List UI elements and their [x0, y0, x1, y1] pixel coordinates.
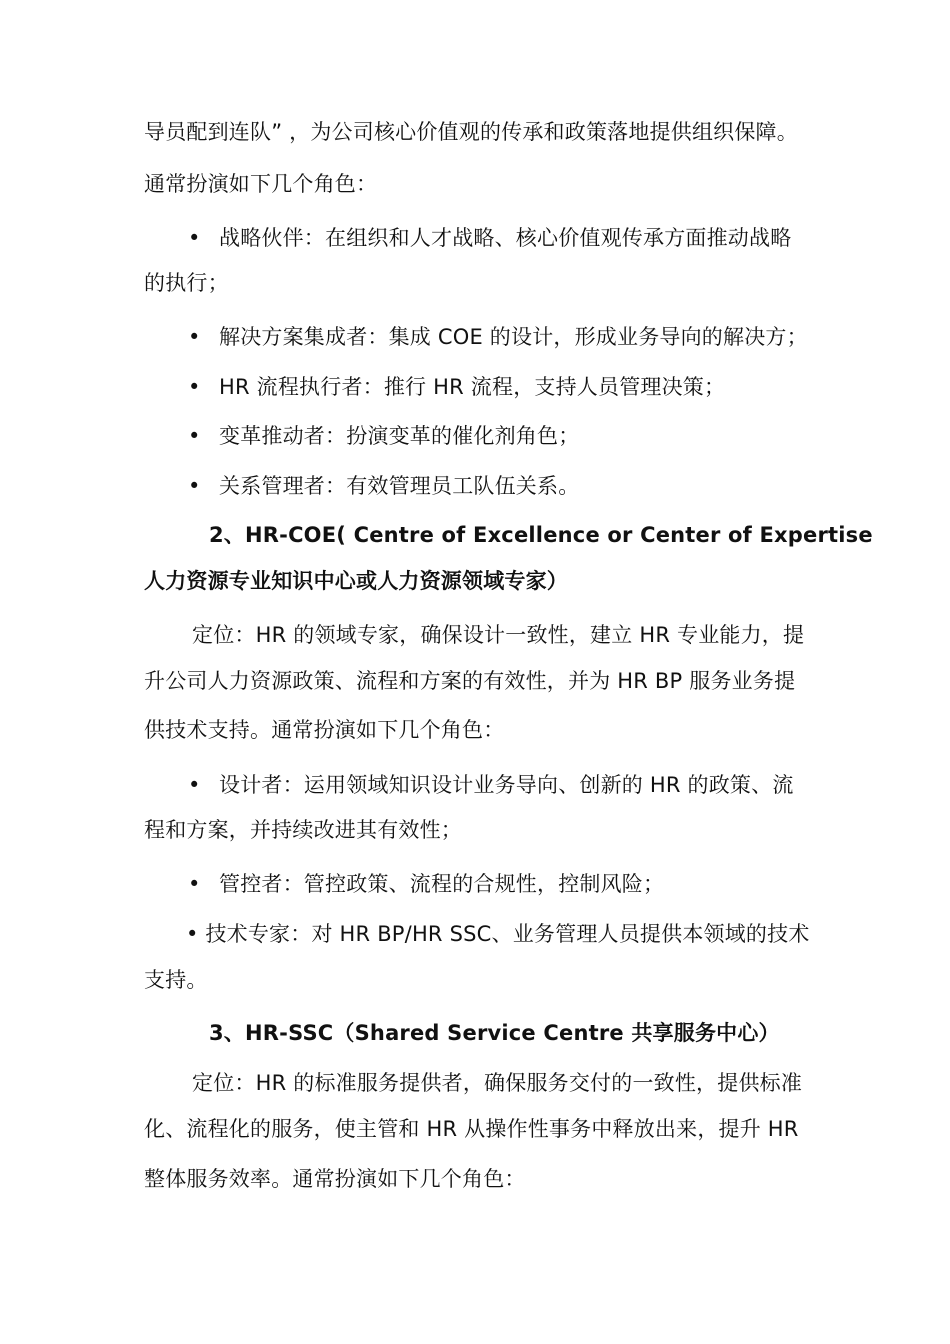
list-item: 设计者：运用领域知识设计业务导向、创新的 HR 的政策、流 [219, 773, 794, 797]
paragraph-line: 升公司人力资源政策、流程和方案的有效性，并为 HR BP 服务业务提 [144, 669, 796, 693]
paragraph-line: 通常扮演如下几个角色： [144, 172, 378, 196]
paragraph-line: 定位：HR 的领域专家，确保设计一致性，建立 HR 专业能力，提 [192, 623, 805, 647]
list-item: 管控者：管控政策、流程的合规性，控制风险； [219, 872, 665, 896]
list-item-continuation: 程和方案，并持续改进其有效性； [144, 818, 462, 842]
paragraph-line: 化、流程化的服务，使主管和 HR 从操作性事务中释放出来，提升 HR [144, 1117, 799, 1141]
bullet-icon: • [188, 424, 201, 448]
paragraph-line: 导员配到连队” ，为公司核心价值观的传承和政策落地提供组织保障。 [144, 120, 798, 144]
paragraph-line: 定位：HR 的标准服务提供者，确保服务交付的一致性，提供标准 [192, 1071, 803, 1095]
section-heading-continuation: 人力资源专业知识中心或人力资源领域专家） [144, 569, 568, 593]
list-item: 变革推动者：扮演变革的催化剂角色； [219, 424, 580, 448]
bullet-icon: • [188, 226, 201, 250]
list-item: HR 流程执行者：推行 HR 流程，支持人员管理决策； [219, 375, 726, 399]
list-item-continuation: 支持。 [144, 968, 208, 992]
list-item: • 技术专家：对 HR BP/HR SSC、业务管理人员提供本领域的技术 [186, 922, 810, 946]
bullet-icon: • [188, 474, 201, 498]
section-heading: 2、HR-COE( Centre of Excellence or Center of Expertise [209, 523, 873, 547]
paragraph-line: 整体服务效率。通常扮演如下几个角色： [144, 1167, 526, 1191]
section-heading: 3、HR-SSC（Shared Service Centre 共享服务中心） [209, 1021, 780, 1045]
list-item: 关系管理者：有效管理员工队伍关系。 [219, 474, 580, 498]
list-item: 战略伙伴：在组织和人才战略、核心价值观传承方面推动战略 [219, 226, 792, 250]
bullet-icon: • [188, 325, 201, 349]
bullet-icon: • [188, 773, 201, 797]
bullet-icon: • [188, 375, 201, 399]
list-item: 解决方案集成者：集成 COE 的设计，形成业务导向的解决方； [219, 325, 808, 349]
list-item-continuation: 的执行； [144, 271, 229, 295]
paragraph-line: 供技术支持。通常扮演如下几个角色： [144, 718, 505, 742]
bullet-icon: • [188, 872, 201, 896]
